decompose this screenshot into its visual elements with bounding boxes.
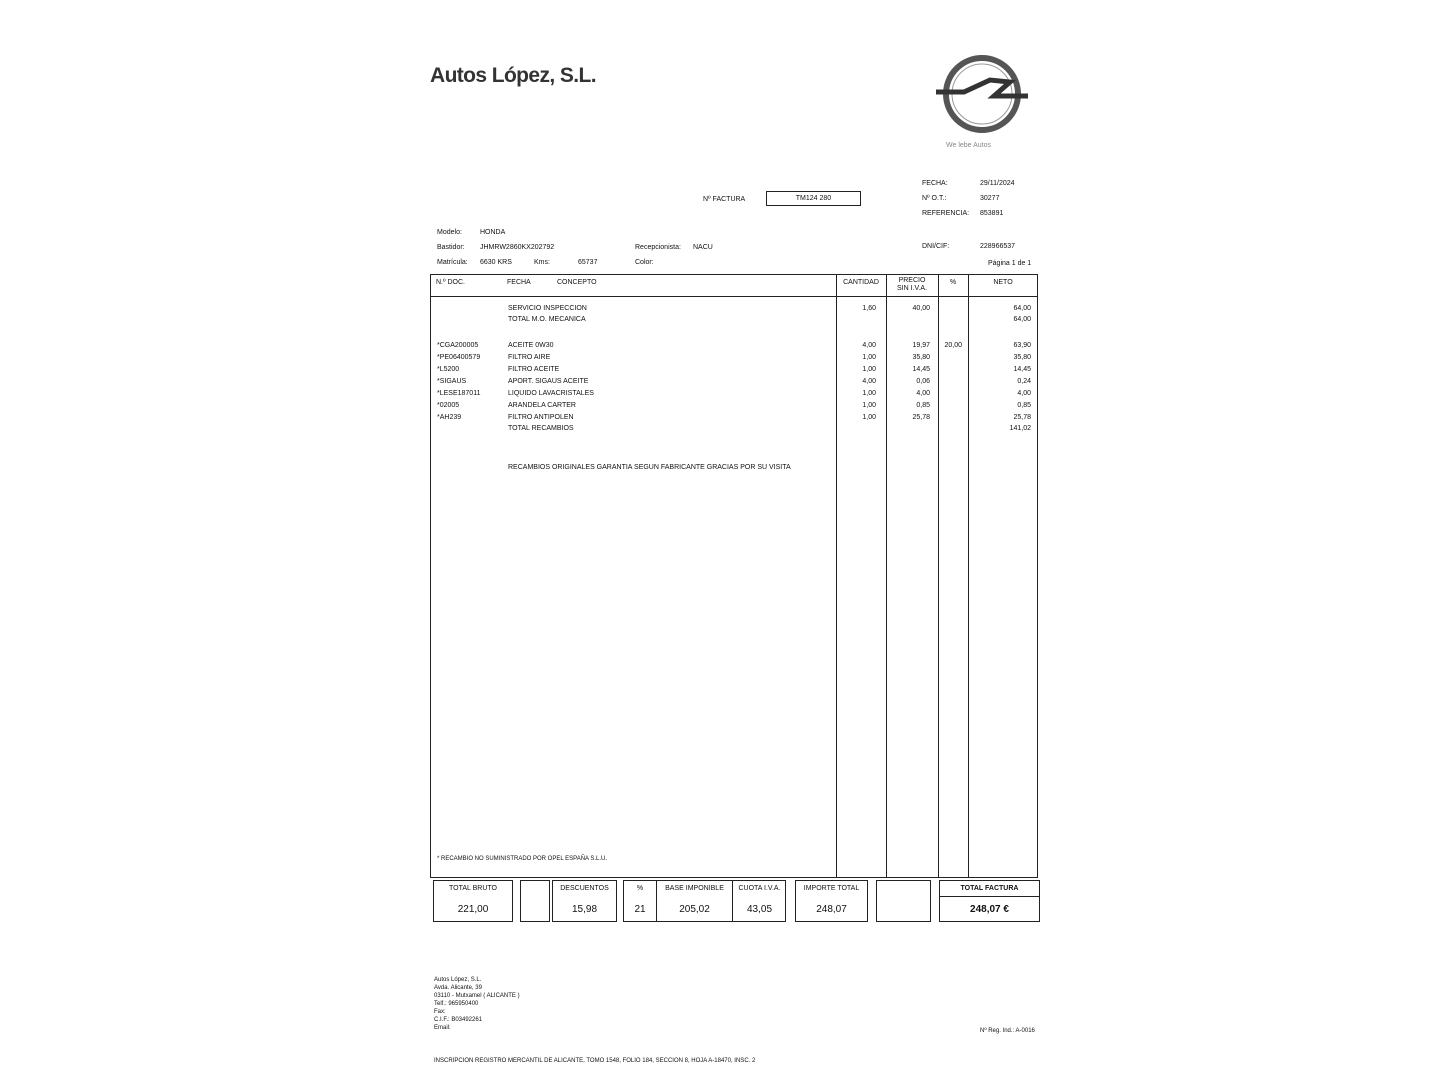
row-doc: *02005 [437,402,460,409]
total-factura-value: 248,07 € [970,904,1009,915]
table-row [431,364,1037,376]
col-header-precio [886,277,938,293]
row-precio: 0,85 [916,402,930,409]
descuentos-value: 15,98 [571,904,598,915]
col-header-precio-line2: SIN I.V.A. [896,285,928,292]
col-header-concepto: CONCEPTO [557,279,597,286]
recepcionista-label: Recepcionista: [635,244,681,251]
row-doc: *LESE187011 [437,390,481,397]
address-line: Autos López, S.L. [434,977,482,983]
row-neto: 25,78 [1013,414,1031,421]
modelo-value: HONDA [480,229,506,236]
table-row [431,388,1037,400]
row-precio: 35,80 [912,354,930,361]
row-neto: 35,80 [1013,354,1031,361]
row-neto: 0,24 [1017,378,1031,385]
table-row [431,423,1037,435]
address-line: Email: [434,1025,451,1031]
bastidor-label: Bastidor: [437,244,465,251]
row-doc: *AH239 [437,414,462,421]
kms-value: 65737 [578,259,598,266]
row-concepto: FILTRO ACEITE [508,366,560,373]
fecha-label: FECHA: [922,180,948,187]
matricula-value: 6630 KRS [480,259,512,266]
dni-value: 228966537 [980,243,1016,250]
importe-total-value: 248,07 [816,904,847,915]
factura-number: TM124 280 [766,191,861,206]
recepcionista-value: NACU [693,244,713,251]
base-imponible-label: BASE IMPONIBLE [665,885,724,892]
dni-label: DNI/CIF: [922,243,950,250]
opel-logo-icon [934,52,1030,140]
company-address [434,976,520,1032]
importe-total-box [795,880,868,922]
modelo-label: Modelo: [437,229,462,236]
base-imponible-value: 205,02 [679,904,710,915]
referencia-value: 853891 [980,210,1004,217]
row-doc: *PE06400579 [437,354,481,361]
row-concepto: SERVICIO INSPECCION [508,305,587,312]
col-header-doc: N.º DOC. [436,279,466,286]
header-divider [431,296,1037,297]
box-divider [940,896,1039,897]
total-bruto-label: TOTAL BRUTO [449,885,497,892]
total-factura-label: TOTAL FACTURA [960,885,1019,892]
fecha-value: 29/11/2024 [980,180,1015,187]
table-row [431,314,1037,326]
descuentos-box [552,880,617,922]
row-concepto: ARANDELA CARTER [508,402,576,409]
row-neto: 64,00 [1013,305,1031,312]
iva-group-box [623,880,786,922]
importe-total-label: IMPORTE TOTAL [803,885,860,892]
table-row [431,352,1037,364]
cuota-iva-label: CUOTA I.V.A. [738,885,781,892]
table-row [431,340,1037,352]
referencia-label: REFERENCIA: [922,210,970,217]
col-header-neto: NETO [993,279,1013,286]
cuota-iva-value: 43,05 [746,904,773,915]
row-neto: 141,02 [1009,425,1031,432]
row-concepto: LIQUIDO LAVACRISTALES [508,390,594,397]
brand-slogan: We lebe Autos [946,142,992,149]
table-row [431,376,1037,388]
pct-label: % [636,885,644,892]
row-precio: 4,00 [916,390,930,397]
address-line: 03110 - Mutxamel ( ALICANTE ) [434,993,520,999]
row-neto: 0,85 [1017,402,1031,409]
kms-label: Kms: [534,259,550,266]
row-precio: 40,00 [912,305,930,312]
table-row [431,400,1037,412]
row-doc: *L5200 [437,366,460,373]
invoice-lines-table [430,274,1038,878]
row-cantidad: 1,00 [862,354,876,361]
factura-label: Nº FACTURA [703,196,746,203]
empty-box [876,880,931,922]
registro-industrial: Nº Reg. Ind.: A-0016 [980,1028,1035,1034]
row-pct: 20,00 [944,342,962,349]
row-neto: 64,00 [1013,316,1031,323]
col-header-precio-line1: PRECIO [898,277,926,284]
col-header-cantidad: CANTIDAD [843,279,879,286]
row-precio: 19,97 [912,342,930,349]
row-cantidad: 4,00 [862,378,876,385]
note-text: RECAMBIOS ORIGINALES GARANTIA SEGUN FABRICANTE GRACIAS POR SU VISITA [508,464,791,471]
address-line: Avda. Alicante, 39 [434,985,482,991]
row-precio: 14,45 [912,366,930,373]
address-line: C.I.F.: B03492261 [434,1017,483,1023]
row-concepto: FILTRO AIRE [508,354,551,361]
address-line: Telf.: 965950400 [434,1001,479,1007]
address-line: Fax: [434,1009,446,1015]
row-concepto: TOTAL RECAMBIOS [508,425,574,432]
footnote: * RECAMBIO NO SUMINISTRADO POR OPEL ESPAÑA S.L.U. [437,856,608,862]
row-precio: 0,06 [916,378,930,385]
table-note [431,462,1037,474]
col-header-pct: % [949,279,957,286]
row-neto: 4,00 [1017,390,1031,397]
company-name: Autos López, S.L. [430,64,596,87]
page-number: Página 1 de 1 [988,260,1032,267]
row-cantidad: 1,00 [862,414,876,421]
row-concepto: APORT. SIGAUS ACEITE [508,378,589,385]
registro-mercantil: INSCRIPCION REGISTRO MERCANTIL DE ALICANTE, TOMO 1548, FOLIO 184, SECCION 8, HOJA A-18470, INSC. 2 [434,1058,756,1064]
row-concepto: TOTAL M.O. MECANICA [508,316,586,323]
descuentos-label: DESCUENTOS [560,885,609,892]
pct-value: 21 [634,904,646,915]
color-label: Color: [635,259,654,266]
col-header-fecha: FECHA [507,279,531,286]
row-precio: 25,78 [912,414,930,421]
row-concepto: FILTRO ANTIPOLEN [508,414,574,421]
empty-box [520,880,550,922]
row-cantidad: 1,00 [862,390,876,397]
ot-value: 30277 [980,195,1000,202]
matricula-label: Matrícula: [437,259,468,266]
row-cantidad: 1,60 [862,305,876,312]
row-cantidad: 1,00 [862,366,876,373]
row-concepto: ACEITE 0W30 [508,342,554,349]
row-cantidad: 1,00 [862,402,876,409]
row-neto: 14,45 [1013,366,1031,373]
ot-label: Nº O.T.: [922,195,947,202]
total-bruto-value: 221,00 [457,904,489,915]
row-neto: 63,90 [1013,342,1031,349]
total-bruto-box [433,880,513,922]
row-cantidad: 4,00 [862,342,876,349]
row-doc: *CGA200005 [437,342,479,349]
bastidor-value: JHMRW2860KX202792 [480,244,555,251]
total-factura-box [939,880,1040,922]
row-doc: *SIGAUS [437,378,467,385]
